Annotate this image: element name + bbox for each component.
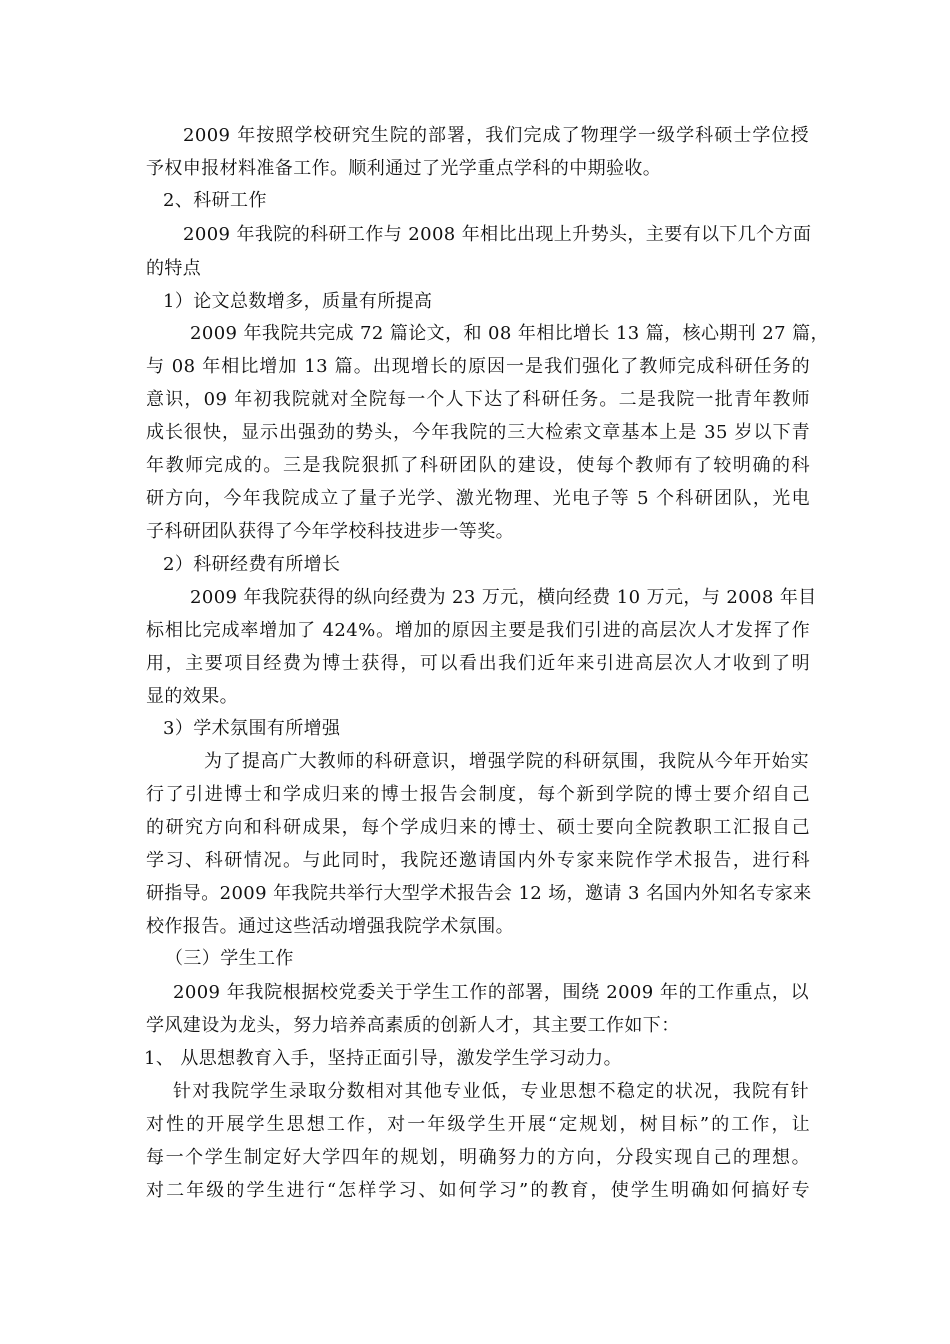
subsection-heading: 3）学术氛围有所增强 xyxy=(163,718,341,739)
paragraph-line: 针对我院学生录取分数相对其他专业低，专业思想不稳定的状况，我院有针 xyxy=(173,1081,809,1102)
paragraph-line: 与 08 年相比增加 13 篇。出现增长的原因一是我们强化了教师完成科研任务的 xyxy=(146,356,810,377)
paragraph-line: 对性的开展学生思想工作，对一年级学生开展“定规划，树目标”的工作，让 xyxy=(146,1114,810,1135)
paragraph-line: 2009 年我院获得的纵向经费为 23 万元，横向经费 10 万元，与 2008 年目 xyxy=(190,587,817,608)
section-heading: 2、科研工作 xyxy=(163,190,267,211)
paragraph-line: 标相比完成率增加了 424%。增加的原因主要是我们引进的高层次人才发挥了作 xyxy=(146,620,810,641)
paragraph-line: 研方向，今年我院成立了量子光学、激光物理、光电子等 5 个科研团队，光电 xyxy=(146,488,810,509)
paragraph-line: 显的效果。 xyxy=(146,686,238,707)
paragraph-line: 2009 年我院的科研工作与 2008 年相比出现上升势头，主要有以下几个方面 xyxy=(183,224,812,245)
paragraph-line: 2009 年按照学校研究生院的部署，我们完成了物理学一级学科硕士学位授 xyxy=(183,125,809,146)
paragraph-line: 子科研团队获得了今年学校科技进步一等奖。 xyxy=(146,521,514,542)
paragraph-line: 校作报告。通过这些活动增强我院学术氛围。 xyxy=(146,916,514,937)
paragraph-line: 学习、科研情况。与此同时，我院还邀请国内外专家来院作学术报告，进行科 xyxy=(146,850,810,871)
paragraph-line: 用，主要项目经费为博士获得，可以看出我们近年来引进高层次人才收到了明 xyxy=(146,653,810,674)
paragraph-line: 年教师完成的。三是我院狠抓了科研团队的建设，使每个教师有了较明确的科 xyxy=(146,455,810,476)
subsection-heading: 2）科研经费有所增长 xyxy=(163,554,341,575)
paragraph-line: 行了引进博士和学成归来的博士报告会制度，每个新到学院的博士要介绍自己 xyxy=(146,784,810,805)
paragraph-line: 意识，09 年初我院就对全院每一个人下达了科研任务。二是我院一批青年教师 xyxy=(146,389,810,410)
paragraph-line: 成长很快，显示出强劲的势头，今年我院的三大检索文章基本上是 35 岁以下青 xyxy=(146,422,810,443)
paragraph-line: 为了提高广大教师的科研意识，增强学院的科研氛围，我院从今年开始实 xyxy=(204,751,809,772)
paragraph-line: 研指导。2009 年我院共举行大型学术报告会 12 场，邀请 3 名国内外知名专家来 xyxy=(146,883,812,904)
paragraph-line: 予权申报材料准备工作。顺利通过了光学重点学科的中期验收。 xyxy=(146,158,662,179)
paragraph-line: 学风建设为龙头，努力培养高素质的创新人才，其主要工作如下： xyxy=(146,1015,680,1036)
paragraph-line: 对二年级的学生进行“怎样学习、如何学习”的教育，使学生明确如何搞好专 xyxy=(146,1180,810,1201)
section-heading: （三）学生工作 xyxy=(165,948,294,969)
paragraph-line: 的研究方向和科研成果，每个学成归来的博士、硕士要向全院教职工汇报自己 xyxy=(146,817,810,838)
paragraph-line: 的特点 xyxy=(146,258,202,279)
paragraph-line: 2009 年我院根据校党委关于学生工作的部署，围绕 2009 年的工作重点，以 xyxy=(173,982,809,1003)
paragraph-line: 每一个学生制定好大学四年的规划，明确努力的方向，分段实现自己的理想。 xyxy=(146,1147,810,1168)
paragraph-line: 2009 年我院共完成 72 篇论文，和 08 年相比增长 13 篇，核心期刊 27 篇， xyxy=(190,323,829,344)
list-item-heading: 1、 从思想教育入手，坚持正面引导，激发学生学习动力。 xyxy=(144,1048,622,1069)
subsection-heading: 1）论文总数增多，质量有所提高 xyxy=(163,291,433,312)
